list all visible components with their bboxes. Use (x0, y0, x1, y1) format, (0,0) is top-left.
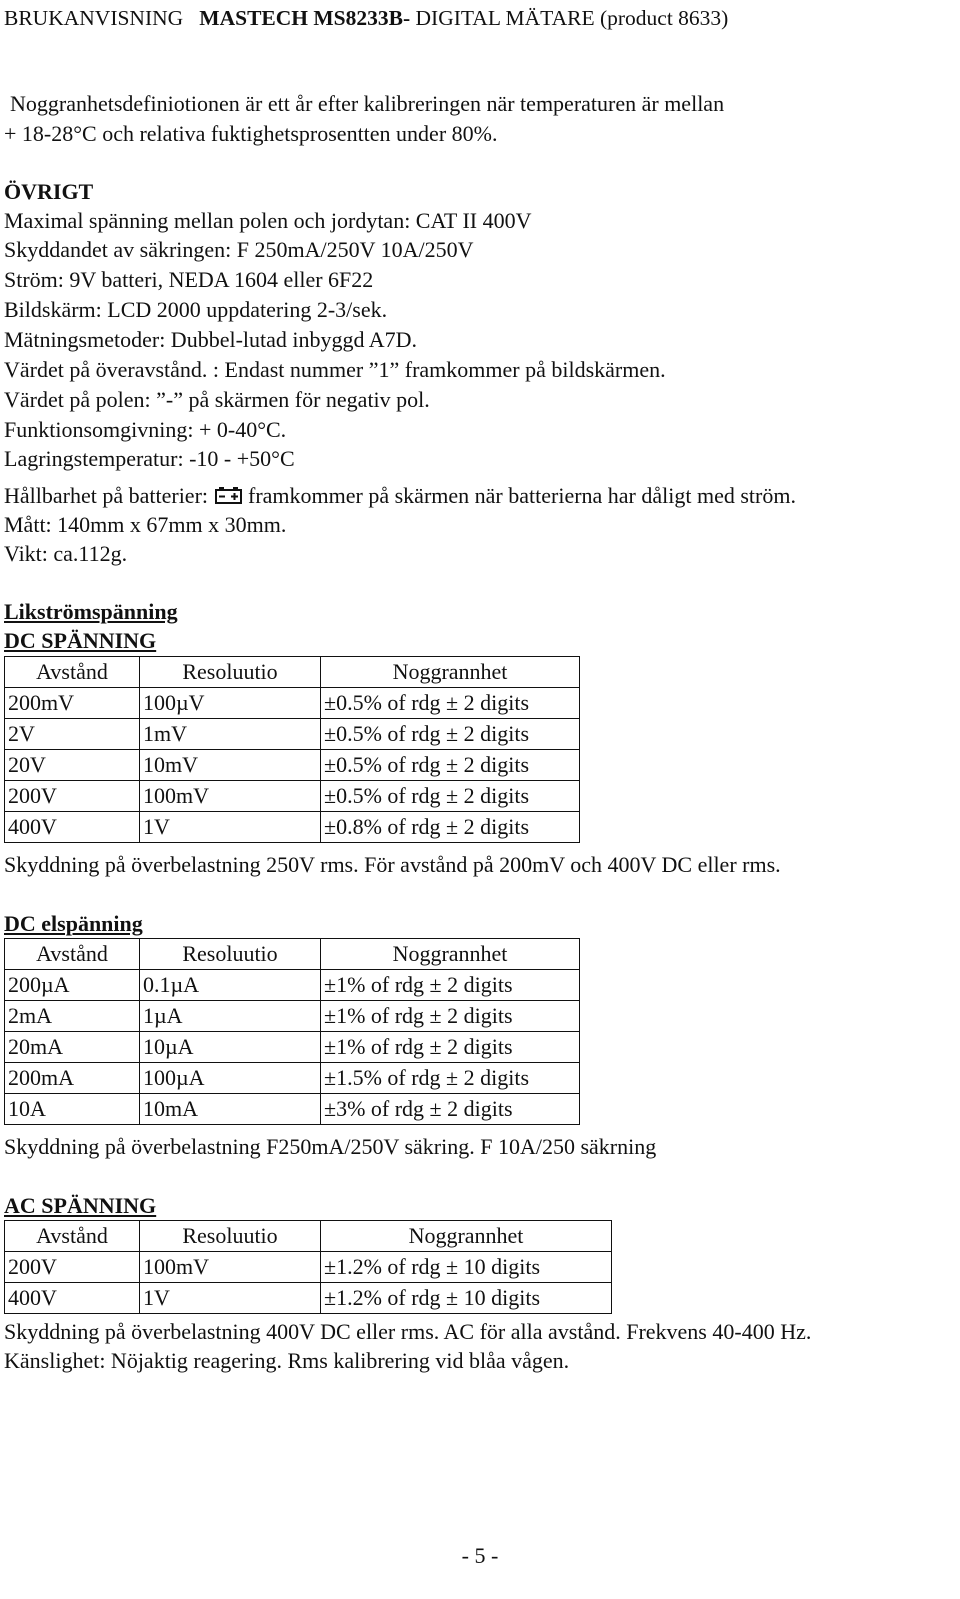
table-cell: ±1% of rdg ± 2 digits (321, 1001, 580, 1032)
table-row (5, 1283, 612, 1314)
dc-voltage-table (4, 656, 580, 843)
dca-note: Skyddning på överbelastning F250mA/250V säkring. F 10A/250 säkrning (4, 1134, 657, 1159)
table-row (5, 1094, 580, 1125)
ovrigt-line: Skyddandet av säkringen: F 250mA/250V 10A/250V (4, 237, 474, 262)
table-cell: 400V (5, 812, 140, 843)
table-cell: 1mV (140, 719, 321, 750)
ovrigt-line: Lagringstemperatur: -10 - +50°C (4, 446, 295, 471)
header-suffix: DIGITAL MÄTARE (product 8633) (415, 6, 729, 30)
table-cell: 10mV (140, 750, 321, 781)
battery-line (4, 482, 796, 510)
acv-note-2: Känslighet: Nöjaktig reagering. Rms kalibrering vid blåa vågen. (4, 1348, 570, 1373)
table-row (5, 750, 580, 781)
table-cell: 10A (5, 1094, 140, 1125)
column-header: Avstånd (5, 939, 140, 970)
page-number: - 5 - (461, 1543, 499, 1568)
table-cell: 20mA (5, 1032, 140, 1063)
table-cell: ±1.2% of rdg ± 10 digits (321, 1252, 612, 1283)
ac-voltage-table (4, 1220, 612, 1314)
table-row (5, 812, 580, 843)
battery-suffix: framkommer på skärmen när batterierna har dåligt med ström. (248, 483, 796, 508)
table-row (5, 970, 580, 1001)
table-row (5, 1252, 612, 1283)
table-row (5, 781, 580, 812)
ovrigt-line: Mätningsmetoder: Dubbel-lutad inbyggd A7D. (4, 327, 418, 352)
ovrigt-line: Bildskärm: LCD 2000 uppdatering 2-3/sek. (4, 297, 388, 322)
dc-current-table (4, 938, 580, 1125)
table-cell: 400V (5, 1283, 140, 1314)
document-header (4, 4, 728, 32)
header-prefix: BRUKANVISNING (4, 6, 184, 30)
ovrigt-line: Värdet på överavstånd. : Endast nummer ”1” framkommer på bildskärmen. (4, 357, 666, 382)
intro-line-2: + 18-28°C och relativa fuktighetsprosentten under 80%. (4, 121, 498, 146)
ovrigt-line: Ström: 9V batteri, NEDA 1604 eller 6F22 (4, 267, 374, 292)
table-row (5, 719, 580, 750)
column-header: Noggrannhet (321, 939, 580, 970)
table-cell: 200V (5, 1252, 140, 1283)
column-header: Avstånd (5, 657, 140, 688)
table-cell: 100mV (140, 1252, 321, 1283)
table-cell: 200mA (5, 1063, 140, 1094)
table-cell: 1V (140, 812, 321, 843)
column-header: Noggrannhet (321, 657, 580, 688)
table-cell: ±1.5% of rdg ± 2 digits (321, 1063, 580, 1094)
table-cell: ±3% of rdg ± 2 digits (321, 1094, 580, 1125)
acv-note-1: Skyddning på överbelastning 400V DC eller rms. AC för alla avstånd. Frekvens 40-400 Hz. (4, 1319, 812, 1344)
ovrigt-line: Värdet på polen: ”-” på skärmen för negativ pol. (4, 387, 430, 412)
table-cell: 20V (5, 750, 140, 781)
table-cell: ±0.5% of rdg ± 2 digits (321, 688, 580, 719)
table-cell: 10mA (140, 1094, 321, 1125)
table-row (5, 1001, 580, 1032)
table-cell: 200V (5, 781, 140, 812)
acv-heading: AC SPÄNNING (4, 1193, 157, 1218)
column-header: Noggrannhet (321, 1221, 612, 1252)
battery-prefix: Hållbarhet på batterier: (4, 483, 209, 508)
table-cell: ±0.5% of rdg ± 2 digits (321, 750, 580, 781)
dca-heading: DC elspänning (4, 911, 143, 936)
battery-icon (214, 484, 244, 502)
ovrigt-heading: ÖVRIGT (4, 179, 94, 204)
dcv-note: Skyddning på överbelastning 250V rms. För avstånd på 200mV och 400V DC eller rms. (4, 852, 781, 877)
dcv-heading-1: Likströmspänning (4, 599, 178, 624)
table-cell: ±1% of rdg ± 2 digits (321, 1032, 580, 1063)
table-header-row (5, 657, 580, 688)
table-cell: ±1% of rdg ± 2 digits (321, 970, 580, 1001)
table-header-row (5, 1221, 612, 1252)
ovrigt-line: Maximal spänning mellan polen och jordytan: CAT II 400V (4, 208, 532, 233)
table-cell: 100mV (140, 781, 321, 812)
column-header: Avstånd (5, 1221, 140, 1252)
table-cell: 2V (5, 719, 140, 750)
table-cell: 1µA (140, 1001, 321, 1032)
column-header: Resoluutio (140, 1221, 321, 1252)
table-row (5, 688, 580, 719)
header-model: MASTECH MS8233B- (199, 6, 411, 30)
table-cell: 10µA (140, 1032, 321, 1063)
dimensions: Mått: 140mm x 67mm x 30mm. (4, 512, 287, 537)
table-cell: 0.1µA (140, 970, 321, 1001)
table-cell: ±0.5% of rdg ± 2 digits (321, 719, 580, 750)
weight: Vikt: ca.112g. (4, 541, 128, 566)
table-cell: ±0.5% of rdg ± 2 digits (321, 781, 580, 812)
table-cell: 200µA (5, 970, 140, 1001)
table-cell: 2mA (5, 1001, 140, 1032)
table-cell: 1V (140, 1283, 321, 1314)
table-row (5, 1032, 580, 1063)
dcv-heading-2: DC SPÄNNING (4, 628, 157, 653)
intro-line-1: Noggranhetsdefiniotionen är ett år efter kalibreringen när temperaturen är mellan (10, 91, 725, 116)
table-cell: 100µA (140, 1063, 321, 1094)
table-cell: 200mV (5, 688, 140, 719)
table-row (5, 1063, 580, 1094)
table-cell: 100µV (140, 688, 321, 719)
ovrigt-line: Funktionsomgivning: + 0-40°C. (4, 417, 287, 442)
column-header: Resoluutio (140, 657, 321, 688)
table-cell: ±0.8% of rdg ± 2 digits (321, 812, 580, 843)
table-cell: ±1.2% of rdg ± 10 digits (321, 1283, 612, 1314)
column-header: Resoluutio (140, 939, 321, 970)
table-header-row (5, 939, 580, 970)
